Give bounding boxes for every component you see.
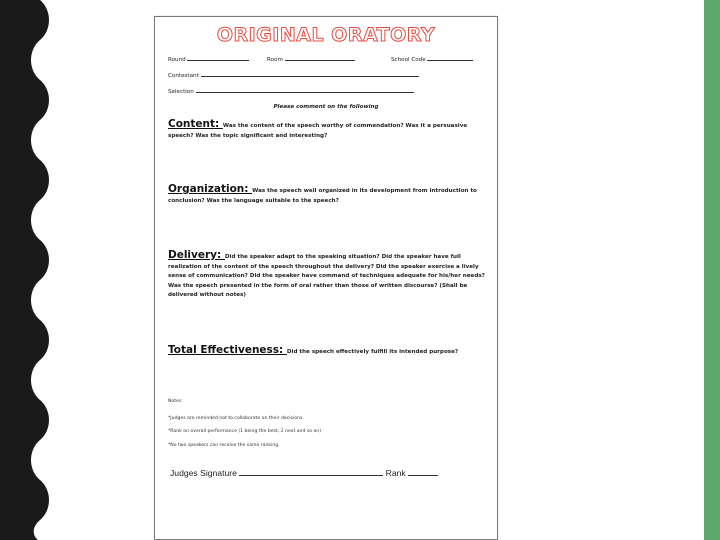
organization-heading: Organization: xyxy=(168,183,253,195)
delivery-text: Did the speaker adapt to the speaking situation? Did the speaker have full realization of the content of the speech throughout the delivery? Did the speaker exercise a lively sense of communication? Did the speaker have command of techniques adequate for his/her needs? Was the speech presented in the form of oral rather than those of written discourse? (Shall be delivered without notes) xyxy=(168,254,485,298)
organization-section xyxy=(168,185,490,206)
note-item: *Judges are reminded not to collaborate on their decisions. xyxy=(168,416,304,421)
contestant-label: Contestant xyxy=(168,73,199,79)
school-code-field xyxy=(391,55,473,63)
selection-line xyxy=(196,87,414,93)
content-heading: Content: xyxy=(168,118,223,130)
note-item: *No two speakers can receive the same ranking. xyxy=(168,443,280,448)
delivery-section xyxy=(168,251,490,301)
judges-signature-label: Judges Signature xyxy=(170,468,237,478)
rank-label: Rank xyxy=(385,468,406,478)
signature-line xyxy=(239,468,383,476)
selection-label: Selection xyxy=(168,89,194,95)
wavy-border-decoration xyxy=(0,0,60,540)
organization-text: Was the speech well organized in its development from introduction to conclusion? Was the language suitable to the speech? xyxy=(168,188,477,204)
please-comment-heading: Please comment on the following xyxy=(273,104,379,110)
total-effectiveness-text: Did the speech effectively fulfill its intended purpose? xyxy=(286,349,459,355)
total-effectiveness-section xyxy=(168,346,490,358)
room-field xyxy=(267,55,355,63)
school-code-line xyxy=(427,55,473,61)
judging-form xyxy=(154,16,498,540)
notes-label: Notes: xyxy=(168,399,183,404)
delivery-heading: Delivery: xyxy=(168,249,225,261)
signature-row xyxy=(170,468,438,478)
green-side-bar xyxy=(704,0,720,540)
form-title: ORIGINAL ORATORY xyxy=(216,24,436,46)
room-line xyxy=(285,55,355,61)
round-label: Round xyxy=(168,57,186,63)
round-field xyxy=(168,55,249,63)
total-effectiveness-heading: Total Effectiveness: xyxy=(168,344,287,356)
content-section xyxy=(168,120,490,141)
school-code-label: School Code xyxy=(391,57,426,63)
content-text: Was the content of the speech worthy of commendation? Was it a persuasive speech? Was the topic significant and interesting? xyxy=(168,123,468,139)
room-label: Room xyxy=(267,57,283,63)
contestant-field xyxy=(168,71,419,79)
selection-field xyxy=(168,87,414,95)
round-line xyxy=(187,55,249,61)
contestant-line xyxy=(201,71,419,77)
note-item: *Rank on overall performance (1 being the best, 2 next and so on) xyxy=(168,429,322,434)
rank-line xyxy=(408,468,438,476)
